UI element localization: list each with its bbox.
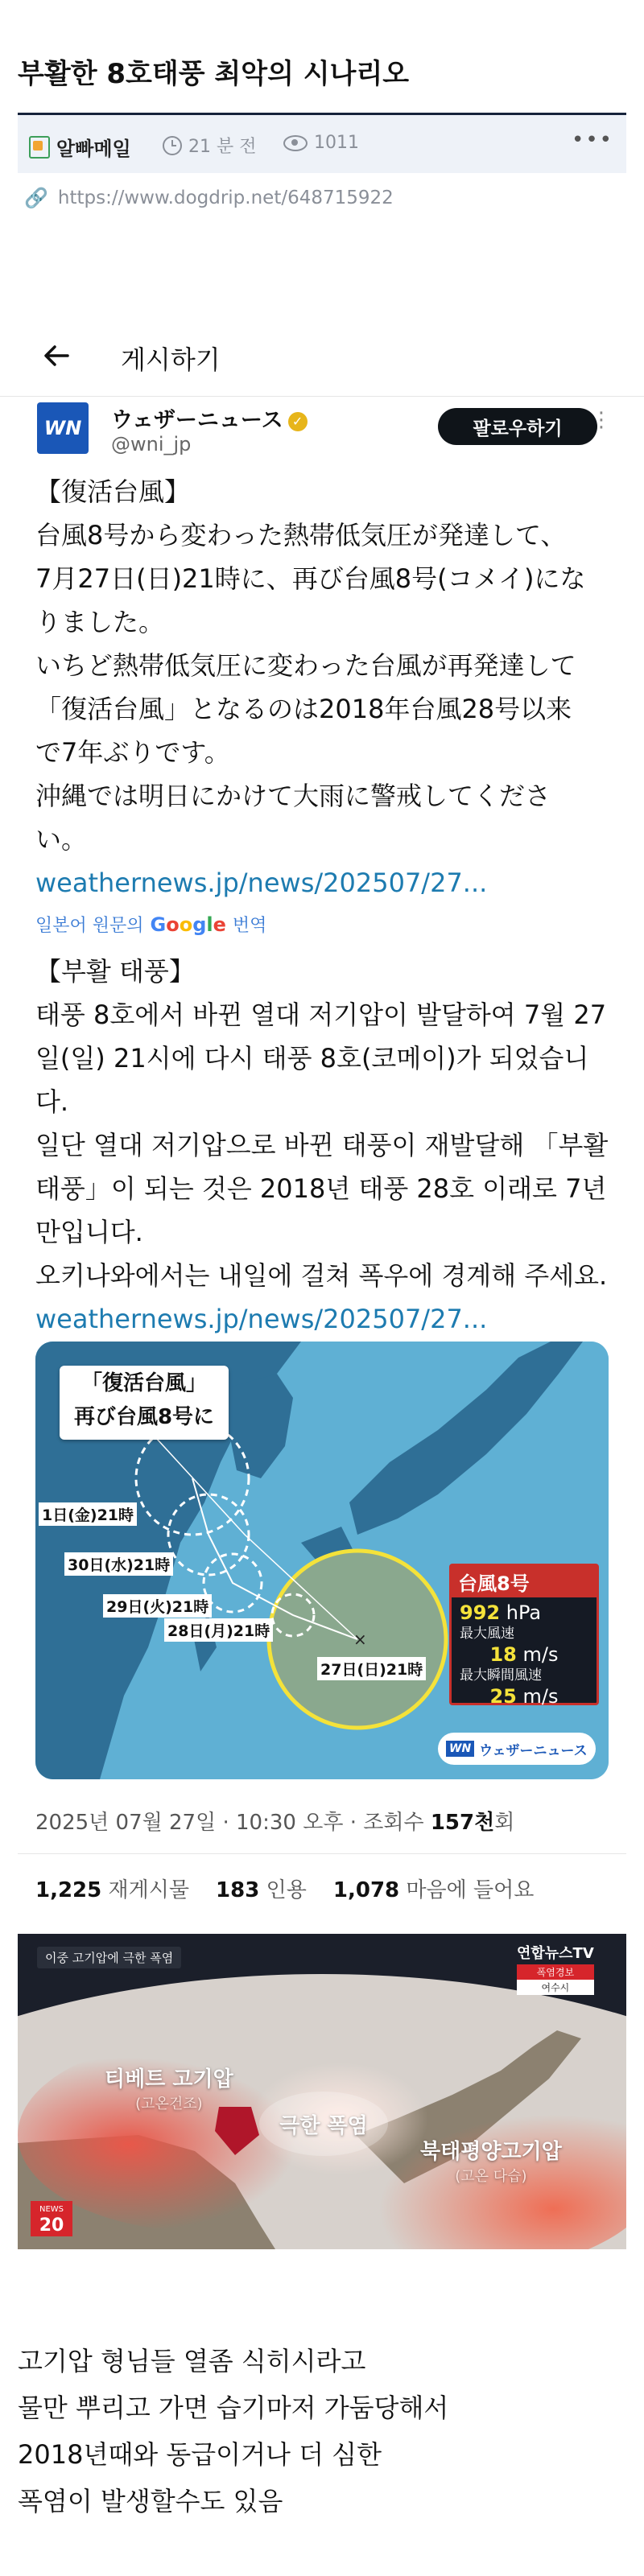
text-line: 태풍」이 되는 것은 2018년 태풍 28호 이래로 7년 <box>35 1173 607 1204</box>
account-name[interactable] <box>111 402 308 434</box>
more-menu-button[interactable]: ••• <box>572 128 614 152</box>
time-ago: 21 분 전 <box>188 137 257 157</box>
verified-badge-icon: ✓ <box>288 412 308 431</box>
post-meta-bar <box>18 115 626 173</box>
pressure-value: 992 <box>460 1601 501 1624</box>
tweet-views-bold: 157천 <box>430 1811 495 1835</box>
author-link[interactable] <box>29 133 131 161</box>
text-line: 만입니다. <box>35 1217 143 1247</box>
account-name-text: ウェザーニュース <box>111 408 283 433</box>
text-line: 다. <box>35 1086 69 1117</box>
track-label: 30日(水)21時 <box>64 1552 173 1576</box>
header-divider <box>0 396 644 397</box>
text-line: 沖縄では明日にかけて大雨に警戒してくださ <box>35 781 551 811</box>
track-label: 29日(火)21時 <box>103 1594 212 1618</box>
source-url[interactable]: https://www.dogdrip.net/648715922 <box>57 188 394 208</box>
tibet-high-label <box>105 2063 233 2113</box>
wind-value: 18 <box>489 1643 517 1666</box>
text-line: 오키나와에서는 내일에 걸쳐 폭우에 경계해 주세요. <box>35 1260 608 1291</box>
track-label: 27日(日)21時 <box>317 1657 426 1680</box>
post-title: 부활한 8호태풍 최악의 시나리오 <box>18 58 410 90</box>
north-pacific-high-label <box>420 2135 562 2186</box>
news-badge-num: 20 <box>39 2215 64 2236</box>
body-line: 물만 뿌리고 가면 습기마저 가둠당해서 <box>18 2393 449 2423</box>
map-title-box <box>60 1366 229 1440</box>
map-title-line1: 「復活台風」 <box>80 1371 207 1395</box>
more-options-icon[interactable]: ⋮ <box>591 408 612 432</box>
text-line: 일단 열대 저기압으로 바뀐 태풍이 재발달해 「부활 <box>35 1130 609 1160</box>
text-line: りました。 <box>35 607 165 637</box>
tweet-views-suffix: 회 <box>494 1811 515 1835</box>
share-screen-title: 게시하기 <box>121 344 221 375</box>
news-badge-top: NEWS <box>39 2205 64 2214</box>
post-time <box>163 133 257 158</box>
wind-row <box>460 1642 588 1667</box>
channel-logo <box>517 1942 594 1995</box>
text-line: 일(일) 21시에 다시 태풍 8호(코메이)가 되었습니 <box>35 1043 589 1074</box>
eye-icon <box>283 135 308 151</box>
tweet-text-korean <box>35 950 615 1341</box>
tweet-link[interactable]: weathernews.jp/news/202507/27... <box>35 868 488 898</box>
text-line: 「復活台風」となるのは2018年台風28号以来 <box>35 694 572 724</box>
text-line: いちど熱帯低気圧に変わった台風が再発達して <box>35 650 576 681</box>
wind-label: 最大風速 <box>460 1626 514 1642</box>
view-count: 1011 <box>314 133 359 153</box>
translate-prefix: 일본어 원문의 <box>35 916 144 936</box>
track-label: 1日(金)21時 <box>39 1502 137 1526</box>
pressure-unit: hPa <box>506 1601 542 1624</box>
reposts-stat[interactable]: 1,225 재게시물 <box>35 1878 189 1902</box>
text-line: 태풍 8호에서 바뀐 열대 저기압이 발달하여 7월 27 <box>35 999 607 1030</box>
channel-name: 연합뉴스TV <box>517 1945 594 1962</box>
tweet-stats <box>35 1873 534 1903</box>
author-name: 알빠메일 <box>56 138 131 160</box>
follow-button[interactable]: 팔로우하기 <box>438 408 597 445</box>
tweet-link-translated[interactable]: weathernews.jp/news/202507/27... <box>35 1304 488 1334</box>
text-line: で7年ぶりです。 <box>35 737 230 768</box>
extreme-heat-bubble <box>259 2092 388 2156</box>
svg-text:×: × <box>353 1630 367 1649</box>
news-channel-badge <box>31 2201 72 2236</box>
news-top-caption: 이중 고기압에 극한 폭염 <box>37 1947 181 1968</box>
logo-text: ウェザーニュース <box>479 1742 588 1759</box>
typhoon-track-map[interactable] <box>35 1342 609 1779</box>
translation-attribution[interactable] <box>35 912 266 937</box>
gust-unit: m/s <box>522 1685 559 1708</box>
text-line: 【復活台風】 <box>35 476 191 507</box>
body-line: 폭염이 발생할수도 있음 <box>18 2486 283 2516</box>
wind-unit: m/s <box>522 1643 559 1666</box>
translate-suffix: 번역 <box>232 916 267 936</box>
gust-value: 25 <box>489 1685 517 1708</box>
channel-sub1: 폭염경보 <box>517 1964 594 1980</box>
clock-icon <box>163 136 182 155</box>
label-left: 티베트 고기압 <box>105 2067 233 2092</box>
map-title-line2: 再び台風8号に <box>73 1405 215 1429</box>
weathernews-badge-icon: WN <box>446 1741 474 1757</box>
tweet-text-japanese <box>35 470 615 905</box>
label-right-sub: (고온 다습) <box>455 2168 527 2185</box>
tweet-date-text: 2025년 07월 27일 · 10:30 오후 · 조회수 <box>35 1811 431 1835</box>
text-line: い。 <box>35 824 88 855</box>
info-title: 台風8号 <box>452 1566 597 1597</box>
body-line: 고기압 형님들 열좀 식히시라고 <box>18 2346 366 2376</box>
author-badge-icon <box>29 136 50 159</box>
account-handle[interactable]: @wni_jp <box>111 433 192 455</box>
gust-label: 最大瞬間風速 <box>460 1667 542 1684</box>
link-icon: 🔗 <box>24 187 48 209</box>
likes-stat[interactable]: 1,078 마음에 들어요 <box>332 1878 535 1902</box>
post-views <box>283 133 359 153</box>
label-right: 북태평양고기압 <box>420 2140 562 2164</box>
post-body <box>18 2338 626 2524</box>
google-logo: Google <box>150 913 226 936</box>
text-line: 7月27日(日)21時に、再び台風8号(コメイ)にな <box>35 563 586 594</box>
source-link-row[interactable] <box>24 187 394 209</box>
typhoon-info-box <box>449 1564 599 1708</box>
label-left-sub: (고온건조) <box>135 2096 203 2112</box>
stats-divider <box>18 1853 626 1854</box>
weathernews-logo <box>438 1733 596 1765</box>
label-center: 극한 폭염 <box>279 2113 368 2138</box>
channel-sub2: 여수시 <box>517 1980 594 1995</box>
avatar[interactable]: WN <box>37 402 89 454</box>
arrow-left-icon[interactable] <box>40 340 72 380</box>
text-line: 台風8号から変わった熱帯低気圧が発達して、 <box>35 520 567 550</box>
text-line: 【부활 태풍】 <box>35 956 195 987</box>
pressure-row <box>460 1601 588 1625</box>
body-line: 2018년때와 동급이거나 더 심한 <box>18 2439 382 2470</box>
track-label: 28日(月)21時 <box>164 1618 273 1642</box>
tweet-timestamp <box>35 1806 514 1836</box>
gust-row <box>460 1684 588 1708</box>
quotes-stat[interactable]: 183 인용 <box>216 1878 307 1902</box>
heatwave-news-image[interactable] <box>18 1934 626 2249</box>
